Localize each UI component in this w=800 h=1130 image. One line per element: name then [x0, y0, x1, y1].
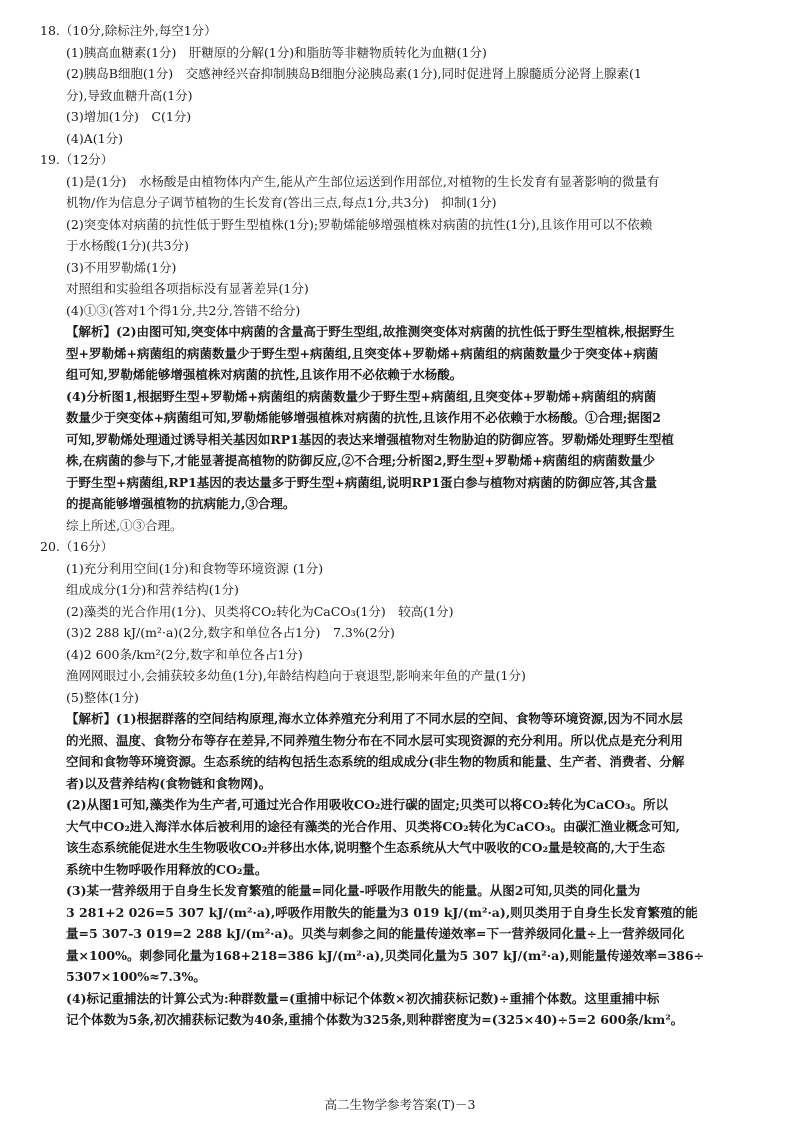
- q18-line-3: 分),导致血糖升高(1分): [66, 87, 193, 103]
- q20-line-1: (1)充分利用空间(1分)和食物等环境资源 (1分): [66, 560, 324, 576]
- q19-heading: 19.（12分）: [40, 152, 114, 167]
- page-footer: 高二生物学参考答案(T)－3: [324, 1097, 476, 1112]
- q20-analysis-7: 该生态系统能促进水生生物吸收CO₂并移出水体,说明整个生态系统从大气中吸收的CO₂量是较高的,大于生态: [66, 840, 665, 855]
- q20-analysis-4: 者)以及营养结构(食物链和食物网)。: [66, 775, 272, 791]
- q20-analysis-8: 系统中生物呼吸作用释放的CO₂量。: [66, 861, 268, 877]
- q19-analysis-10: 综上所述,①③合理。: [66, 517, 183, 533]
- q20-analysis-9: (3)某一营养级用于自身生长发育繁殖的能量=同化量-呼吸作用散失的能量。从图2可知,贝类的同化量为: [66, 883, 641, 898]
- q18-line-4: (3)增加(1分) C(1分): [66, 109, 192, 124]
- q20-analysis-2: 的光照、温度、食物分布等存在差异,不同养殖生物分布在不同水层可实现资源的充分利用。所以优点是充分利用: [66, 732, 683, 748]
- q20-heading: 20.（16分）: [40, 539, 114, 554]
- q20-analysis-12: 量×100%。刺参同化量为168+218=386 kJ/(m²·a),贝类同化量为5 307 kJ/(m²·a),则能量传递效率=386÷: [66, 947, 705, 963]
- q19-line-2: 机物/作为信息分子调节植物的生长发育(答出三点,每点1分,共3分) 抑制(1分): [66, 195, 497, 210]
- q20-analysis-11: 量=5 307-3 019=2 288 kJ/(m²·a)。贝类与刺参之间的能量传递效率=下一营养级同化量÷上一营养级同化: [66, 926, 685, 941]
- q18-heading: 18.（10分,除标注外,每空1分）: [40, 23, 217, 38]
- q19-line-5: (3)不用罗勒烯(1分): [66, 259, 177, 275]
- q19-line-3: (2)突变体对病菌的抗性低于野生型植株(1分);罗勒烯能够增强植株对病菌的抗性(1分),且该作用可以不依赖: [66, 216, 653, 232]
- q19-line-4: 于水杨酸(1分)(共3分): [66, 238, 189, 253]
- q20-line-5: (4)2 600条/km²(2分,数字和单位各占1分): [66, 646, 303, 662]
- q20-analysis-15: 记个体数为5条,初次捕获标记数为40条,重捕个体数为325条,则种群密度为=(325×40)÷5=2 600条/km²。: [66, 1012, 684, 1027]
- q20-line-3: (2)藻类的光合作用(1分)、贝类将CO₂转化为CaCO₃(1分) 较高(1分): [66, 603, 454, 619]
- q19-line-7: (4)①③(答对1个得1分,共2分,答错不给分): [66, 302, 301, 318]
- q20-analysis-13: 5307×100%≈7.3%。: [66, 969, 206, 984]
- q20-analysis-3: 空间和食物等环境资源。生态系统的结构包括生态系统的组成成分(非生物的物质和能量、生产者、消费者、分解: [66, 754, 685, 769]
- q19-analysis-6: 可知,罗勒烯处理通过诱导相关基因如RP1基因的表达来增强植物对生物胁迫的防御应答。罗勒烯处理野生型植: [66, 431, 674, 447]
- q20-analysis-6: 大气中CO₂进入海洋水体后被利用的途径有藻类的光合作用、贝类将CO₂转化为CaCO₃。由碳汇渔业概念可知,: [66, 818, 680, 834]
- q19-analysis-8: 于野生型+病菌组,RP1基因的表达量多于野生型+病菌组,说明RP1蛋白参与植物对病菌的防御应答,其含量: [66, 474, 657, 490]
- q19-analysis-3: 组可知,罗勒烯能够增强植株对病菌的抗性,且该作用不必依赖于水杨酸。: [66, 367, 463, 382]
- q18-line-2: (2)胰岛B细胞(1分) 交感神经兴奋抑制胰岛B细胞分泌胰岛素(1分),同时促进肾上腺髓质分泌肾上腺素(1: [66, 66, 642, 81]
- q19-analysis-5: 数量少于突变体+病菌组可知,罗勒烯能够增强植株对病菌的抗性,且该作用不必依赖于水杨酸。①合理;据图2: [66, 410, 661, 425]
- q20-line-6: 渔网网眼过小,会捕获较多幼鱼(1分),年龄结构趋向于衰退型,影响来年鱼的产量(1分): [66, 668, 526, 683]
- q19-analysis-2: 型+罗勒烯+病菌组的病菌数量少于野生型+病菌组,且突变体+罗勒烯+病菌组的病菌数量少于突变体+病菌: [66, 345, 659, 361]
- q20-analysis-1: 【解析】(1)根据群落的空间结构原理,海水立体养殖充分利用了不同水层的空间、食物等环境资源,因为不同水层: [66, 711, 683, 726]
- q19-line-6: 对照组和实验组各项指标没有显著差异(1分): [66, 281, 309, 296]
- q19-analysis-1: 【解析】(2)由图可知,突变体中病菌的含量高于野生型组,故推测突变体对病菌的抗性低于野生型植株,根据野生: [66, 324, 675, 339]
- q18-line-5: (4)A(1分): [66, 130, 123, 146]
- q20-line-2: 组成成分(1分)和营养结构(1分): [66, 582, 239, 597]
- q19-analysis-7: 株,在病菌的参与下,才能显著提高植物的防御反应,②不合理;分析图2,野生型+罗勒烯+病菌组的病菌数量少: [66, 453, 656, 468]
- q20-line-4: (3)2 288 kJ/(m²·a)(2分,数字和单位各占1分) 7.3%(2分): [66, 625, 395, 640]
- q20-line-7: (5)整体(1分): [66, 689, 139, 705]
- q20-analysis-5: (2)从图1可知,藻类作为生产者,可通过光合作用吸收CO₂进行碳的固定;贝类可以将CO₂转化为CaCO₃。所以: [66, 797, 669, 812]
- q19-analysis-9: 的提高能够增强植物的抗病能力,③合理。: [66, 496, 296, 511]
- q19-line-1: (1)是(1分) 水杨酸是由植物体内产生,能从产生部位运送到作用部位,对植物的生长发育有显著影响的微量有: [66, 173, 660, 189]
- q20-analysis-14: (4)标记重捕法的计算公式为:种群数量=(重捕中标记个体数×初次捕获标记数)÷重捕个体数。这里重捕中标: [66, 990, 660, 1006]
- q19-analysis-4: (4)分析图1,根据野生型+罗勒烯+病菌组的病菌数量少于野生型+病菌组,且突变体+罗勒烯+病菌组的病菌: [66, 388, 657, 404]
- q18-line-1: (1)胰高血糖素(1分) 肝糖原的分解(1分)和脂肪等非糖物质转化为血糖(1分): [66, 44, 487, 60]
- q20-analysis-10: 3 281+2 026=5 307 kJ/(m²·a),呼吸作用散失的能量为3 019 kJ/(m²·a),则贝类用于自身生长发育繁殖的能: [66, 904, 698, 920]
